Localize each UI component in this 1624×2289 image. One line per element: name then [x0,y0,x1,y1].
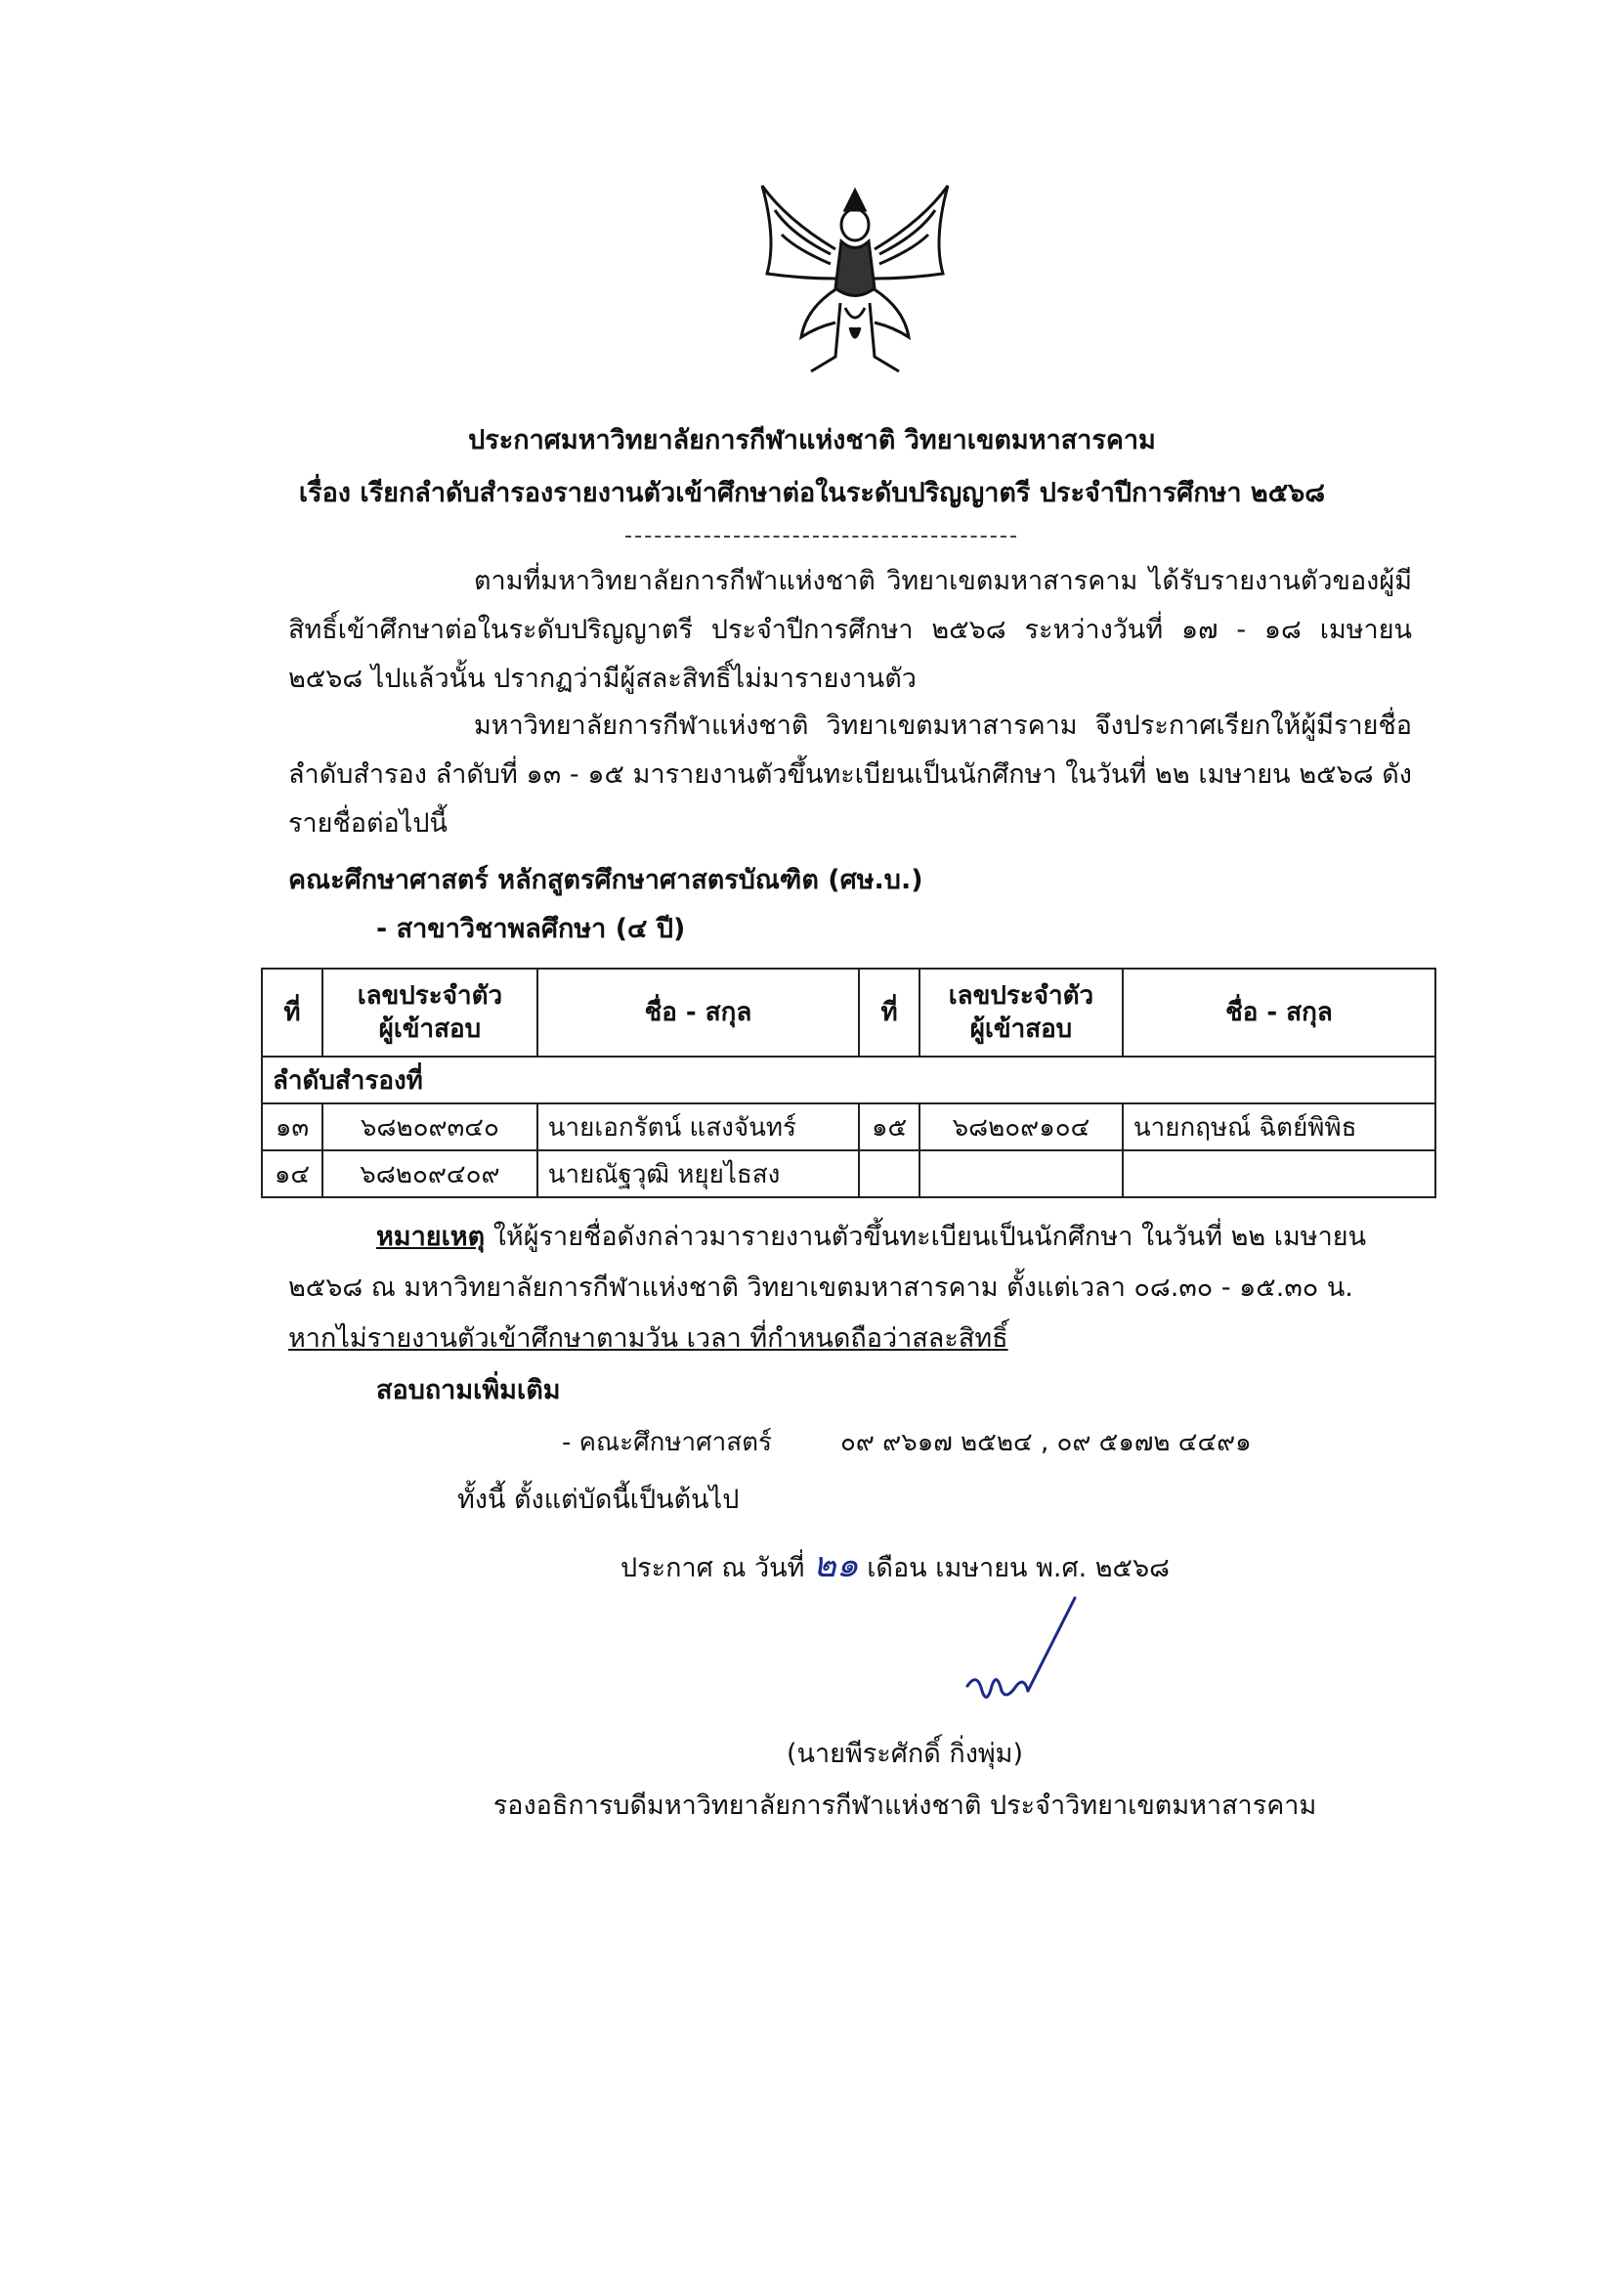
body-paragraph-1: ตามที่มหาวิทยาลัยการกีฬาแห่งชาติ วิทยาเขตมหาสารคาม ได้รับรายงานตัวของผู้มีสิทธิ์เข้าศึกษาต่อในระดับปริญญาตรี ประจำปีการศึกษา ๒๕๖๘ ระหว่างวันที่ ๑๗ - ๑๘ เมษายน ๒๕๖๘ ไปแล้วนั้น ปรากฏว่ามีผู้สละสิทธิ์ไม่มารายงานตัว [288,566,1412,694]
table-row [262,1103,1435,1150]
body-paragraph-2: มหาวิทยาลัยการกีฬาแห่งชาติ วิทยาเขตมหาสารคาม จึงประกาศเรียกให้ผู้มีรายชื่อลำดับสำรอง ลำดับที่ ๑๓ - ๑๕ มารายงานตัวขึ้นทะเบียนเป็นนักศึกษา ในวันที่ ๒๒ เมษายน ๒๕๖๘ ดังรายชื่อต่อไปนี้ [288,711,1412,839]
row-no: ๑๕ [859,1103,919,1150]
handwritten-day: ๒๑ [813,1545,859,1585]
title-divider [625,536,1016,538]
note-label: หมายเหตุ [376,1222,486,1252]
effective-statement: ทั้งนี้ ตั้งแต่บัดนี้เป็นต้นไป [457,1485,740,1515]
group-label: ลำดับสำรองที่ [262,1057,1435,1103]
row-no: ๑๓ [262,1103,322,1150]
row-exam-id: ๖๘๒๐๙๓๔๐ [322,1103,537,1150]
inquiry-label: สอบถามเพิ่มเติม [376,1375,561,1405]
announcement-subject: เรื่อง เรียกลำดับสำรองรายงานตัวเข้าศึกษาต่อในระดับปริญญาตรี ประจำปีการศึกษา ๒๕๖๘ [298,478,1326,508]
garuda-emblem-icon [748,181,962,376]
announcement-date [620,1536,1170,1592]
major-heading: - สาขาวิชาพลศึกษา (๔ ปี) [376,914,686,944]
note-warning: หากไม่รายงานตัวเข้าศึกษาตามวัน เวลา ที่กำหนดถือว่าสละสิทธิ์ [288,1323,1008,1354]
header-exam-id-line2: ผู้เข้าสอบ [378,1015,482,1044]
header-exam-id-line1: เลขประจำตัว [357,981,503,1011]
faculty-heading: คณะศึกษาศาสตร์ หลักสูตรศึกษาศาสตรบัณฑิต (ศษ.บ.) [288,865,923,895]
table-header-row [262,969,1435,1057]
row-name: นายเอกรัตน์ แสงจันทร์ [537,1103,859,1150]
announced-suffix: เดือน เมษายน พ.ศ. ๒๕๖๘ [867,1553,1170,1583]
note-text: ให้ผู้รายชื่อดังกล่าวมารายงานตัวขึ้นทะเบียนเป็นนักศึกษา ในวันที่ ๒๒ เมษายน ๒๕๖๘ ณ มหาวิทยาลัยการกีฬาแห่งชาติ วิทยาเขตมหาสารคาม ตั้งแต่เวลา ๐๘.๓๐ - ๑๕.๓๐ น. [288,1222,1367,1303]
header-name: ชื่อ - สกุล [537,969,859,1057]
header-no-2: ที่ [859,969,919,1057]
header-exam-id-2 [919,969,1123,1057]
signer-position: รองอธิการบดีมหาวิทยาลัยการกีฬาแห่งชาติ ประจำวิทยาเขตมหาสารคาม [492,1791,1317,1821]
header-exam-id-line2: ผู้เข้าสอบ [969,1015,1073,1044]
header-exam-id-line1: เลขประจำตัว [948,981,1094,1011]
header-name-2: ชื่อ - สกุล [1123,969,1435,1057]
group-label-row [262,1057,1435,1103]
row-exam-id: ๖๘๒๐๙๑๐๔ [919,1103,1123,1150]
announced-prefix: ประกาศ ณ วันที่ [620,1553,805,1583]
row-exam-id [919,1150,1123,1197]
row-no [859,1150,919,1197]
inquiry-department: - คณะศึกษาศาสตร์ [562,1428,772,1457]
note-paragraph [288,1212,1412,1364]
signature-icon [948,1593,1094,1720]
inquiry-phones: ๐๙ ๙๖๑๗ ๒๕๒๔ , ๐๙ ๕๑๗๒ ๔๔๙๑ [840,1428,1252,1457]
inquiry-contact [562,1422,1252,1462]
row-name [1123,1150,1435,1197]
header-exam-id [322,969,537,1057]
table-row [262,1150,1435,1197]
signer-name: (นายพีระศักดิ์ กิ่งพุ่ม) [786,1739,1024,1769]
reserve-list-table [261,968,1436,1198]
announcement-title: ประกาศมหาวิทยาลัยการกีฬาแห่งชาติ วิทยาเขตมหาสารคาม [468,425,1156,455]
row-exam-id: ๖๘๒๐๙๔๐๙ [322,1150,537,1197]
row-name: นายณัฐวุฒิ หยุยไธสง [537,1150,859,1197]
row-name: นายกฤษณ์ ฉิตย์พิพิธ [1123,1103,1435,1150]
header-no: ที่ [262,969,322,1057]
row-no: ๑๔ [262,1150,322,1197]
